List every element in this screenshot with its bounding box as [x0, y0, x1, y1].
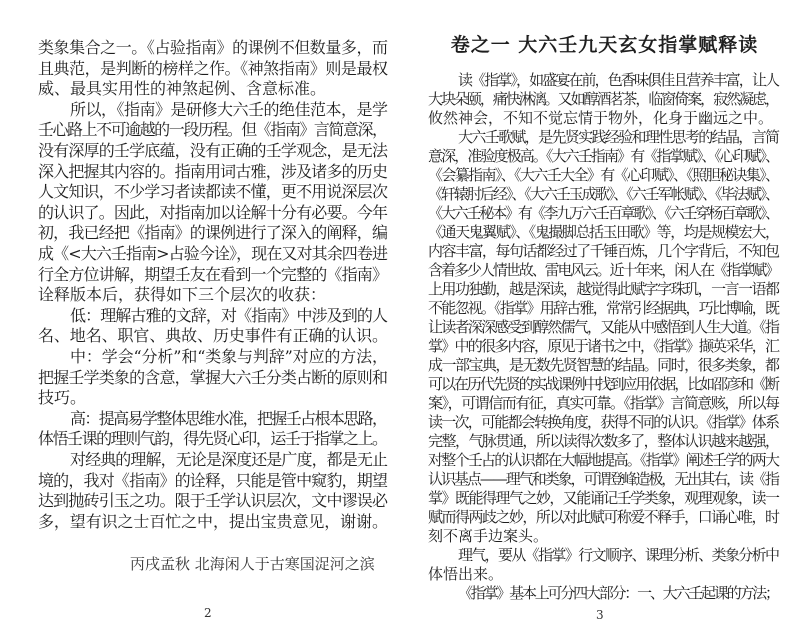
text-line-content: 大块朵颐，痛快淋漓。又如醇酒茗茶，临窗倚案，寂然凝虑，: [428, 90, 778, 108]
text-line: [428, 240, 780, 261]
text-line: [38, 323, 388, 346]
text-line: [428, 183, 780, 204]
text-line-content: 掌》中的很多内容，原见于诸书之中，《指掌》撷英采华，汇: [428, 337, 779, 355]
text-line: [38, 385, 388, 408]
right-page: [400, 0, 793, 644]
text-line: [38, 97, 388, 120]
text-line-content: 体悟出来。: [428, 565, 504, 583]
text-line-content: 低：理解古雅的文辞，对《指南》中涉及到的人: [70, 305, 388, 325]
text-line: [38, 303, 388, 326]
text-line: [38, 488, 388, 511]
text-line: [38, 344, 388, 367]
text-line-content: 人文知识，不少学习者读都读不懂，更不用说深层次: [38, 182, 388, 202]
text-line-content: 意深，准验度极高。《大六壬指南》有《指掌赋》、《心印赋》、: [428, 147, 779, 165]
text-line: [38, 138, 388, 161]
text-line: [428, 259, 780, 280]
text-line-content: 理气，要从《指掌》行文顺序、课理分析、类象分析中: [458, 546, 779, 564]
text-line: [428, 145, 780, 166]
text-line-content: 读《指掌》，如盛宴在前，色香味俱佳且营养丰富，让人: [458, 71, 779, 89]
text-line-content: 让读者深深感受到醇然儒气，又能从中感悟到人生大道。《指: [428, 318, 779, 336]
text-line-content: 深入把握其内容的。指南用词古雅，涉及诸多的历史: [38, 161, 388, 181]
text-line-content: 达到抛砖引玉之功。限于壬学认识层次，文中谬误必: [38, 491, 388, 511]
text-line-content: 初，我已经把《指南》的课例进行了深入的阐释，编: [38, 223, 388, 243]
text-line: [428, 544, 780, 565]
text-line: [428, 221, 780, 242]
text-line-content: 不能忽视。《指掌》用辞古雅，常常引经据典，巧比博喻，既: [428, 299, 779, 317]
text-line: [38, 241, 388, 264]
text-line-content: 《大六壬秘本》有《李九万六壬百章歌》、《六壬穿杨百章歌》、: [428, 204, 778, 222]
text-line: [428, 126, 780, 147]
text-line-content: 可以在历代先贤的实战课例中找到应用依据，比如邵彦和《断: [428, 375, 778, 393]
text-line-content: 中：学会“分析”和“类象与判辞”对应的方法，: [70, 347, 388, 366]
text-line-content: 诠释版本后，获得如下三个层次的收获：: [38, 285, 327, 305]
text-line-content: 掌》既能得理气之妙，又能诵记壬学类象，观理观象，读一: [428, 489, 779, 507]
text-line-content: 行全方位讲解，期望壬友在看到一个完整的《指南》: [38, 264, 388, 284]
text-line-content: 成一部宝典，是无数先贤智慧的结晶。同时，很多类象，都: [428, 356, 779, 374]
text-line: [38, 262, 388, 285]
text-line-content: 对经典的理解，无论是深度还是广度，都是无止: [70, 450, 388, 469]
text-line: [38, 220, 388, 243]
text-line: [38, 179, 388, 202]
text-line-content: 把握壬学类象的含意，掌握大六壬分类占断的原则和: [38, 367, 388, 387]
text-line-content: 多，望有识之士百忙之中，提出宝贵意见，谢谢。: [38, 511, 388, 531]
text-line: [428, 392, 780, 413]
text-line: [38, 35, 388, 58]
text-line: [428, 487, 780, 508]
text-line-content: 名、地名、职官、典故、历史事件有正确的认识。: [38, 326, 388, 346]
text-line-content: 《会纂指南》、《大六壬大全》有《心印赋》、《照胆秘诀集》、: [428, 166, 779, 184]
text-line-content: 体悟壬课的理则气韵，得先贤心印，运壬于指掌之上。: [38, 429, 387, 449]
text-line-content: 含着多少人情世故、雷电风云。近十年来，闲人在《指掌赋》: [428, 261, 778, 279]
text-line-content: 没有深厚的壬学底蕴，没有正确的壬学观念，是无法: [38, 141, 388, 160]
text-line-content: 成《<大六壬指南>占验今诠》，现在又对其余四卷进: [38, 244, 388, 263]
text-line-content: 技巧。: [38, 388, 87, 408]
text-line-content: 完整，气脉贯通，所以读得次数多了，整体认识越来越强，: [428, 432, 779, 450]
text-line: [38, 365, 388, 388]
text-line: [428, 88, 780, 109]
text-line: [38, 468, 388, 491]
text-line-content: 读一次，可能都会转换角度，获得不同的认识。《指掌》体系: [428, 413, 779, 431]
text-line-content: 案》，可谓信而有征，真实可靠。《指掌》言简意赅，所以每: [428, 394, 779, 412]
text-line: [428, 354, 780, 375]
text-line: [38, 56, 388, 79]
text-line-content: 内容丰富，每句话都经过了千锤百炼，几个字背后，不知包: [428, 242, 779, 260]
text-line: [428, 297, 780, 318]
text-line: [428, 335, 780, 356]
text-line-content: 攸然神会，不知不觉忘情于物外，化身于幽远之中。: [428, 109, 774, 127]
author-signature: 丙戌孟秋 北海闲人于古寒国浞河之滨: [130, 555, 375, 573]
text-line: [38, 406, 388, 429]
text-line: [428, 506, 780, 527]
text-line-content: 大六壬歌赋，是先贤实践经验和理性思考的结晶，言简: [458, 128, 779, 146]
text-line-content: 所以，《指南》是研修大六壬的绝佳范本，是学: [70, 99, 388, 119]
text-line: [428, 411, 780, 432]
text-line-content: 境的，我对《指南》的诠释，只能是管中窥豹，期望: [38, 470, 388, 490]
text-line-content: 《通天鬼翼赋》、《鬼撮脚总括玉田歌》等，均是规模宏大，: [428, 223, 779, 241]
text-line-content: 《指掌》基本上可分四大部分：一、大六壬起课的方法；: [458, 584, 778, 602]
text-line: [428, 563, 780, 584]
text-line: [38, 117, 388, 140]
page-number-left: 2: [204, 606, 212, 620]
text-line: [428, 278, 780, 299]
text-line: [428, 449, 780, 470]
text-line-content: 的认识了。因此，对指南加以诠解十分有必要。今年: [38, 202, 388, 222]
text-line: [38, 282, 388, 305]
text-line: [428, 430, 780, 451]
text-line-content: 类象集合之一。《占验指南》的课例不但数量多，而: [38, 38, 388, 57]
text-line-content: 对整个壬占的认识都在大幅地提高。《指掌》阐述壬学的两大: [428, 451, 779, 469]
text-line-content: 赋而得两歧之妙，所以对此赋可称爱不释手，口诵心唯，时: [428, 508, 779, 526]
text-line: [428, 69, 780, 90]
text-line-content: 《轩辕肘后经》、《大六壬玉成歌》、《六壬军帐赋》、《毕法赋》、: [428, 185, 778, 203]
text-line: [38, 509, 388, 532]
text-line-content: 刻不离手边案头。: [428, 527, 549, 545]
text-line: [38, 447, 388, 470]
text-line-content: 认识基点——理气和类象，可谓登峰造极，无出其右，读《指: [428, 470, 778, 488]
text-line: [428, 107, 780, 128]
text-line: [38, 76, 388, 99]
text-line: [428, 373, 780, 394]
text-line-content: 上用功独勤，越是深读，越觉得此赋字字珠玑，一言一语都: [428, 280, 779, 298]
text-line: [428, 468, 780, 489]
chapter-title: 卷之一 大六壬九天玄女指掌赋释读: [450, 34, 759, 56]
text-line: [428, 316, 780, 337]
text-line-content: 威、最具实用性的神煞起例、含意标准。: [38, 79, 327, 99]
page-number-right: 3: [596, 608, 604, 622]
text-line: [428, 582, 780, 603]
text-line-content: 且典范，是判断的榜样之作。《神煞指南》则是最权: [38, 58, 388, 78]
text-line: [38, 159, 388, 182]
text-line-content: 高：提高易学整体思维水准，把握壬占根本思路，: [70, 408, 387, 428]
text-line: [428, 164, 780, 185]
text-line: [38, 200, 388, 223]
text-line-content: 壬心路上不可逾越的一段历程。但《指南》言简意深，: [38, 120, 387, 140]
text-line: [428, 202, 780, 223]
text-line: [428, 525, 780, 546]
text-line: [38, 426, 388, 449]
